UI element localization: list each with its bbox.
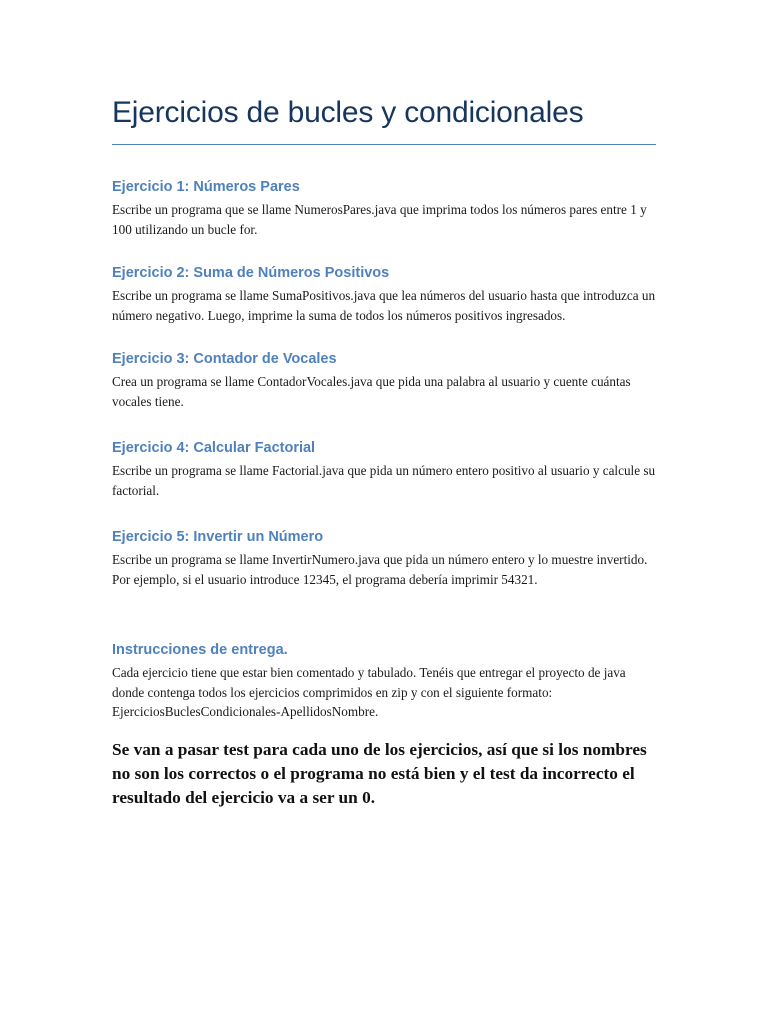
- exercise-2-body: Escribe un programa se llame SumaPositivos.java que lea números del usuario hasta que introduzca un número negativo. Luego, imprime la suma de todos los números positivos ingresados.: [112, 288, 656, 323]
- exercise-3-body: Crea un programa se llame ContadorVocales.java que pida una palabra al usuario y cuente cuántas vocales tiene.: [112, 374, 631, 409]
- exercise-5-heading: Ejercicio 5: Invertir un Número: [112, 529, 324, 545]
- exercise-1: [112, 177, 657, 239]
- exercise-4-body: Escribe un programa se llame Factorial.java que pida un número entero positivo al usuario y calcule su factorial.: [112, 463, 656, 498]
- document-title: Ejercicios de bucles y condicionales: [112, 92, 656, 145]
- exercise-1-body: Escribe un programa que se llame NumerosPares.java que imprima todos los números pares entre 1 y 100 utilizando un bucle for.: [112, 202, 647, 237]
- test-warning: Se van a pasar test para cada uno de los ejercicios, así que si los nombres no son los correctos o el programa no está bien y el test da incorrecto el resultado del ejercicio va a ser un 0.: [112, 739, 647, 807]
- exercise-4: [112, 438, 657, 500]
- delivery-instructions-body: Cada ejercicio tiene que estar bien comentado y tabulado. Tenéis que entregar el proyecto de java donde contenga todos los ejercicios comprimidos en zip y con el siguiente formato: EjerciciosBuclesCondicionales-ApellidosNombre.: [112, 665, 626, 719]
- exercise-1-heading: Ejercicio 1: Números Pares: [112, 179, 300, 195]
- delivery-instructions-heading: Instrucciones de entrega.: [112, 642, 288, 658]
- exercise-3-heading: Ejercicio 3: Contador de Vocales: [112, 351, 337, 367]
- exercise-2-heading: Ejercicio 2: Suma de Números Positivos: [112, 265, 390, 281]
- exercise-5-body: Escribe un programa se llame InvertirNumero.java que pida un número entero y lo muestre invertido. Por ejemplo, si el usuario introduce 12345, el programa debería imprimir 54321.: [112, 552, 648, 587]
- exercise-2: [112, 263, 657, 325]
- exercise-5: [112, 527, 657, 589]
- delivery-instructions: [112, 640, 657, 722]
- exercise-3: [112, 349, 657, 411]
- exercise-4-heading: Ejercicio 4: Calcular Factorial: [112, 440, 316, 456]
